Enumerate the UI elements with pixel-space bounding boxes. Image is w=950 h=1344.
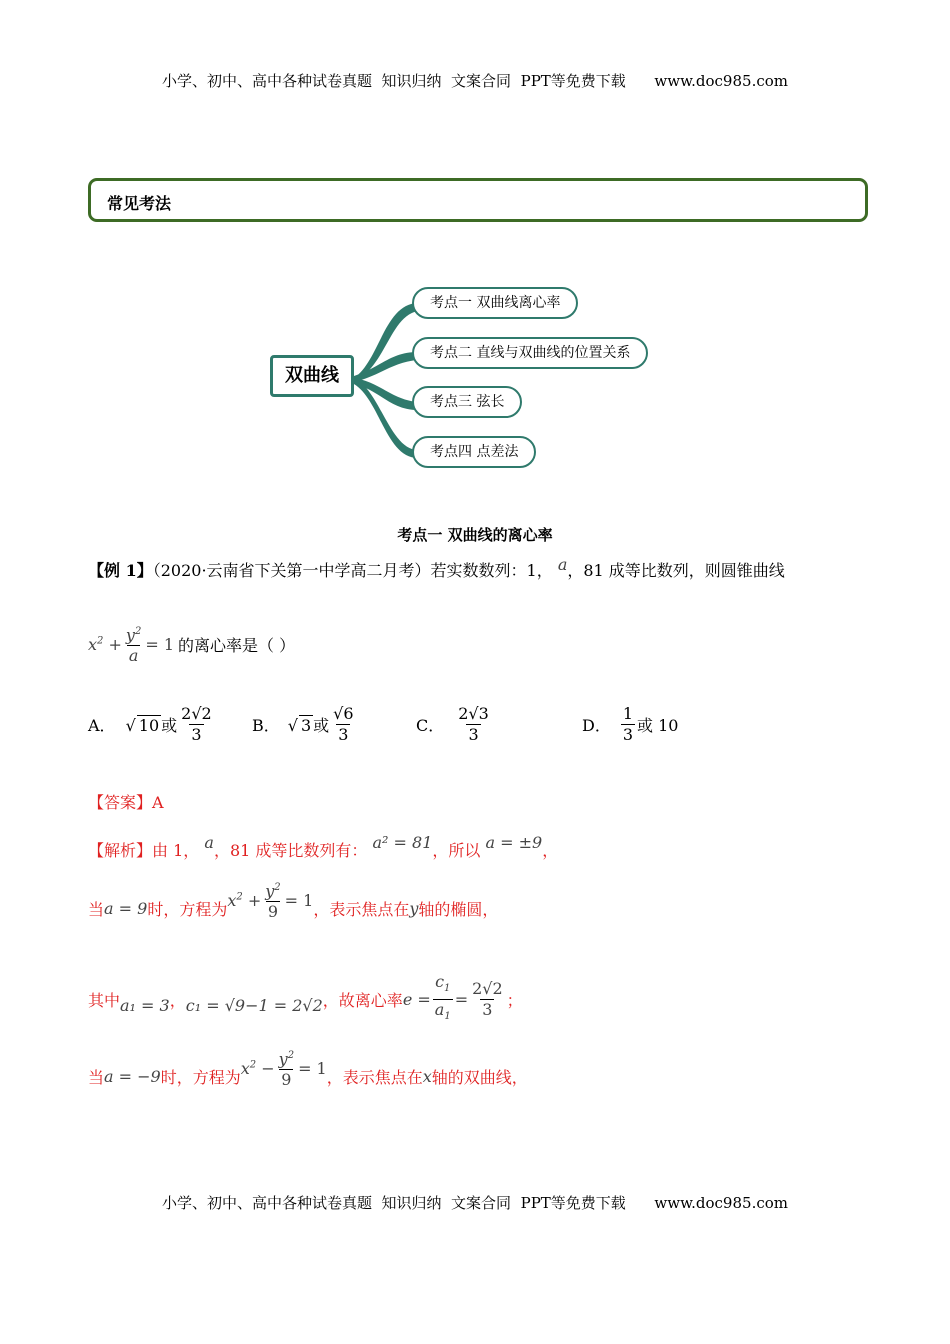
eq-a1: a₁ = 3 xyxy=(120,996,170,1016)
page-header: 小学、初中、高中各种试卷真题 知识归纳 文案合同 PPT等免费下载 www.doc985.com xyxy=(161,72,788,90)
example-line xyxy=(88,555,785,581)
axis-x: x xyxy=(422,1066,432,1086)
option-a-sqrt: 10 xyxy=(138,715,160,735)
option-b-fraction: $\frac{√6}{3}$ xyxy=(333,704,354,744)
mindmap-node-4: 考点四 点差法 xyxy=(412,436,536,468)
option-b-or: 或 xyxy=(313,716,330,735)
option-b-sqrt: 3 xyxy=(300,715,312,735)
axis-y: y xyxy=(409,898,419,918)
analysis-line-3: 其中 a₁ = 3 ， c₁ = √9−1 = 2√2 ，故离心率 e = $\frac{c_1}{a_1}$ = $\frac{2√2}{3}$ ； xyxy=(88,972,523,1027)
option-d-or: 或 10 xyxy=(637,716,679,735)
var-a-2: a xyxy=(204,833,214,852)
mindmap-branch-2 xyxy=(354,352,418,382)
mindmap-root: 双曲线 xyxy=(270,355,354,397)
eq-a-neg9: a = −9 xyxy=(104,1066,161,1086)
eq-c1: c₁ = √9−1 = 2√2 xyxy=(185,996,323,1016)
topic-title: 考点一 双曲线的离心率 xyxy=(397,526,553,544)
ellipse-fraction: $\frac{y^2}{9}$ xyxy=(265,881,281,922)
question-line: $x^2$ + $\frac{y^2}{a}$ = 1 的离心率是（ ） xyxy=(88,622,295,666)
mindmap-node-3: 考点三 弦长 xyxy=(412,386,522,418)
example-source: （2020·云南省下关第一中学高二月考）若实数数列：1， xyxy=(152,561,553,580)
section-box xyxy=(88,178,868,222)
page-footer: 小学、初中、高中各种试卷真题 知识归纳 文案合同 PPT等免费下载 www.doc985.com xyxy=(161,1194,788,1212)
analysis-label: 【解析】 xyxy=(88,841,153,860)
eq-a-squared: a² = 81 xyxy=(372,833,433,852)
option-a-label: A． xyxy=(88,716,116,735)
option-a: A． √ 10 或 $\frac{2√2}{3}$ xyxy=(88,704,212,744)
mindmap-branch-3 xyxy=(354,378,418,410)
option-d-label: D． xyxy=(582,716,611,735)
option-c xyxy=(416,704,493,745)
analysis-line-1: 【解析】由 1， a，81 成等比数列有： a² = 81，所以 a = ±9， xyxy=(88,833,559,860)
ecc-fraction-2: $\frac{2√2}{3}$ xyxy=(472,979,503,1020)
question-tail: 的离心率是（ ） xyxy=(178,635,296,655)
option-c-fraction: $\frac{2√3}{3}$ xyxy=(458,704,489,744)
hyperbola-fraction: $\frac{y^2}{9}$ xyxy=(278,1049,295,1090)
mindmap-branch-4 xyxy=(354,378,418,458)
option-d xyxy=(582,704,678,745)
mindmap-node-2: 考点二 直线与双曲线的位置关系 xyxy=(412,337,648,369)
analysis-line-2: 当 a = 9 时，方程为 $x^2$ + $\frac{y^2}{9}$ = 1 ，表示焦点在 y 轴的椭圆， xyxy=(88,886,498,930)
option-b: B． √ 3 或 $\frac{√6}{3}$ xyxy=(252,704,354,744)
mindmap-node-1: 考点一 双曲线离心率 xyxy=(412,287,578,319)
option-d-fraction: $\frac{1}{3}$ xyxy=(622,704,634,744)
option-a-fraction: $\frac{2√2}{3}$ xyxy=(181,704,212,744)
option-c-label: C． xyxy=(416,716,445,735)
option-a-or: 或 xyxy=(161,716,178,735)
ecc-fraction-1: $\frac{c_1}{a_1}$ xyxy=(433,972,453,1027)
eq-a-9: a = 9 xyxy=(104,898,148,918)
section-title: 常见考法 xyxy=(107,194,172,213)
answer-label: 【答案】A xyxy=(88,793,164,812)
var-a: a xyxy=(557,555,568,574)
option-b-label: B． xyxy=(252,716,280,735)
question-equation: $x^2$ + xyxy=(88,634,122,654)
question-fraction: $\frac{y^2}{a}$ xyxy=(125,625,142,666)
mindmap-branch-1 xyxy=(354,303,418,382)
example-mid: ，81 成等比数列，则圆锥曲线 xyxy=(567,561,785,580)
example-label: 【例 1】 xyxy=(88,561,153,580)
analysis-line-4: 当 a = −9 时，方程为 $x^2$ − $\frac{y^2}{9}$ = 1 ，表示焦点在 x 轴的双曲线， xyxy=(88,1054,528,1098)
eq-a-pm9: a = ±9 xyxy=(485,833,543,852)
